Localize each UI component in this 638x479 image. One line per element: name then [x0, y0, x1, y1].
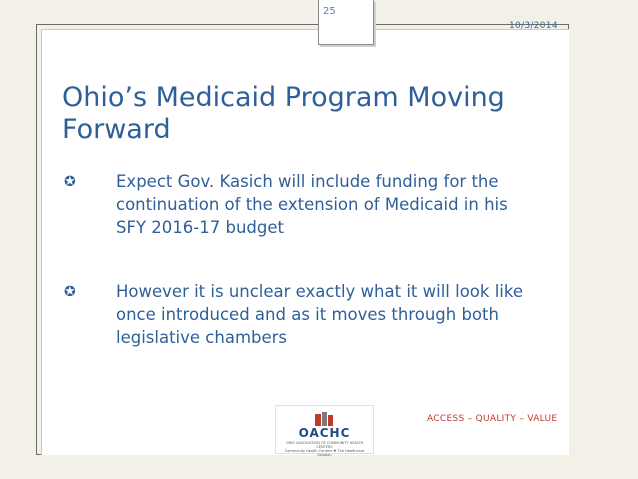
bullet-text: However it is unclear exactly what it will look like once introduced and as it moves through both legislative chambers	[116, 282, 523, 347]
bullet-item	[64, 170, 534, 239]
logo-name: OACHC	[298, 426, 351, 440]
logo-subtitle: OHIO ASSOCIATION OF COMMUNITY HEALTH CENTERS Community Health Centers ✚ The Healthcare Solution	[284, 441, 365, 457]
logo-roof-icon	[312, 411, 336, 427]
bullet-text: Expect Gov. Kasich will include funding for the continuation of the extension of Medicaid in his SFY 2016-17 budget	[116, 172, 508, 237]
bullet-list	[64, 170, 534, 390]
oachc-logo	[275, 405, 374, 457]
bullet-icon: ✪	[64, 284, 76, 300]
bullet-item	[64, 280, 534, 349]
bullet-icon: ✪	[64, 174, 76, 190]
footer-tagline: ACCESS – QUALITY – VALUE	[427, 414, 558, 424]
page-number: 25	[323, 6, 336, 17]
slide-date: 10/3/2014	[509, 21, 558, 31]
slide-title: Ohio’s Medicaid Program Moving Forward	[62, 82, 505, 145]
